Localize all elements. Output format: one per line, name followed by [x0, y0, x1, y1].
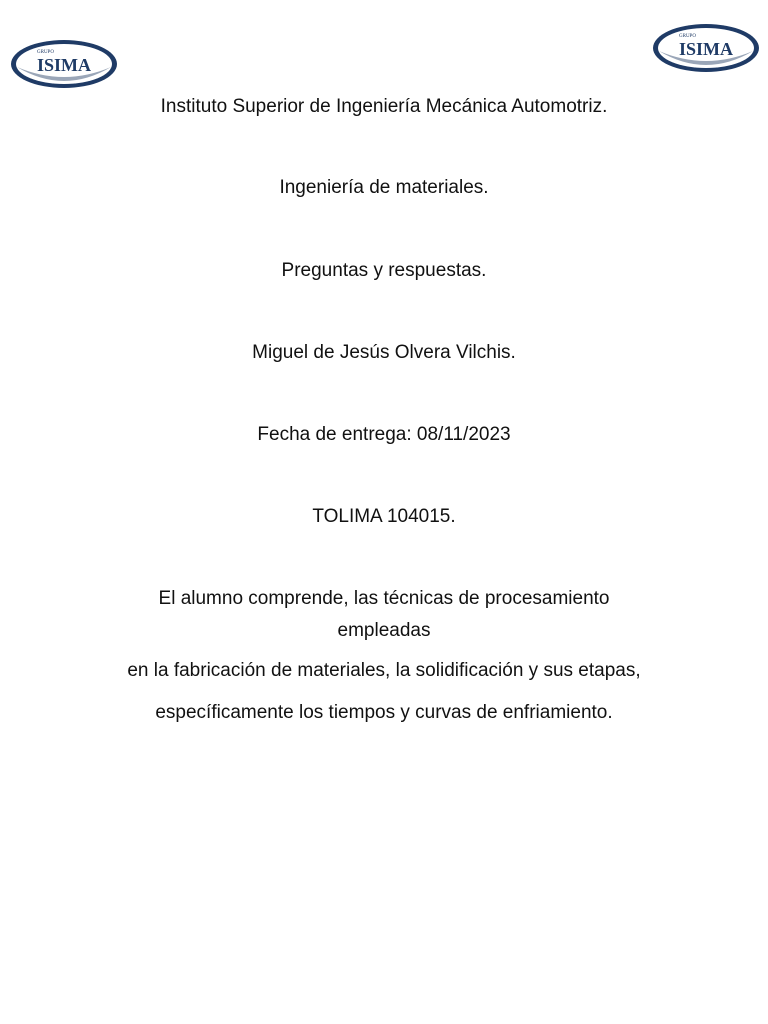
subject-name: Ingeniería de materiales.	[279, 177, 489, 198]
objective-line-4: específicamente los tiempos y curvas de enfriamiento.	[155, 702, 613, 723]
due-date: Fecha de entrega: 08/11/2023	[257, 424, 511, 445]
isima-logo-icon	[9, 37, 119, 91]
assignment-title: Preguntas y respuestas.	[281, 260, 487, 281]
author-name: Miguel de Jesús Olvera Vilchis.	[252, 342, 516, 363]
institution-name: Instituto Superior de Ingeniería Mecánica Automotriz.	[160, 96, 608, 117]
isima-logo-left	[9, 37, 119, 91]
objective-line-3: en la fabricación de materiales, la solidificación y sus etapas,	[127, 660, 641, 681]
logo-big-text: ISIMA	[36, 55, 92, 75]
logo-small-text: GRUPO	[679, 34, 696, 39]
objective-line-1: El alumno comprende, las técnicas de procesamiento	[158, 588, 610, 609]
logo-big-text: ISIMA	[678, 39, 734, 59]
isima-logo-right	[651, 21, 761, 75]
logo-small-text: GRUPO	[37, 50, 54, 55]
objective-line-2: empleadas	[337, 620, 431, 641]
student-code: TOLIMA 104015.	[312, 506, 456, 527]
isima-logo-icon	[651, 21, 761, 75]
